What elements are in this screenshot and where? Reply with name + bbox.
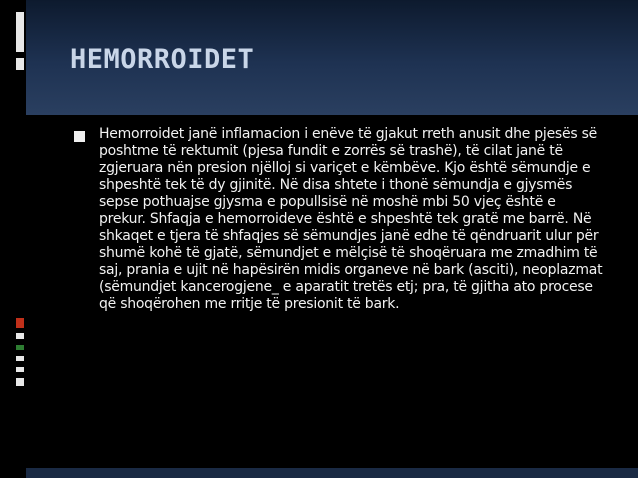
square-bullet-icon xyxy=(74,131,85,142)
decorative-bar xyxy=(16,367,24,372)
bullet-item xyxy=(74,126,604,313)
decorative-bar xyxy=(16,378,24,386)
decorative-bar xyxy=(16,333,24,339)
decorative-bar xyxy=(16,12,24,52)
decorative-bar xyxy=(16,356,24,361)
decorative-bar xyxy=(16,58,24,70)
bullet-text: Hemorroidet janë inflamacion i enëve të gjakut rreth anusit dhe pjesës së poshtme të rektumit (pjesa fundit e zorrës së trashë), të cilat janë të zgjeruara nën presion njëlloj si variçet e këmbëve. Kjo është sëmundje e shpeshtë tek të dy gjinitë. Në disa shtete i thonë sëmundja e gjysmës sepse pothuajse gjysma e popullsisë në moshë mbi 50 vjeç është e prekur. Shfaqja e hemorroideve është e shpeshtë tek gratë me barrë. Në shkaqet e tjera të shfaqjes së sëmundjes janë edhe të qëndruarit ulur për shumë kohë të gjatë, sëmundjet e mëlçisë të shoqëruara me zmadhim të saj, prania e ujit në hapësirën midis organeve në bark (asciti), neoplazmat (sëmundjet kancerogjene_ e aparatit tretës etj; pra, të gjitha ato procese që shoqërohen me rritje të presionit të bark. xyxy=(99,126,603,312)
slide-title: HEMORROIDET xyxy=(70,44,255,75)
decorative-bar-red xyxy=(16,318,24,328)
bottom-band xyxy=(0,468,638,478)
decorative-bar-green xyxy=(16,345,24,350)
left-decoration-strip xyxy=(0,0,26,478)
